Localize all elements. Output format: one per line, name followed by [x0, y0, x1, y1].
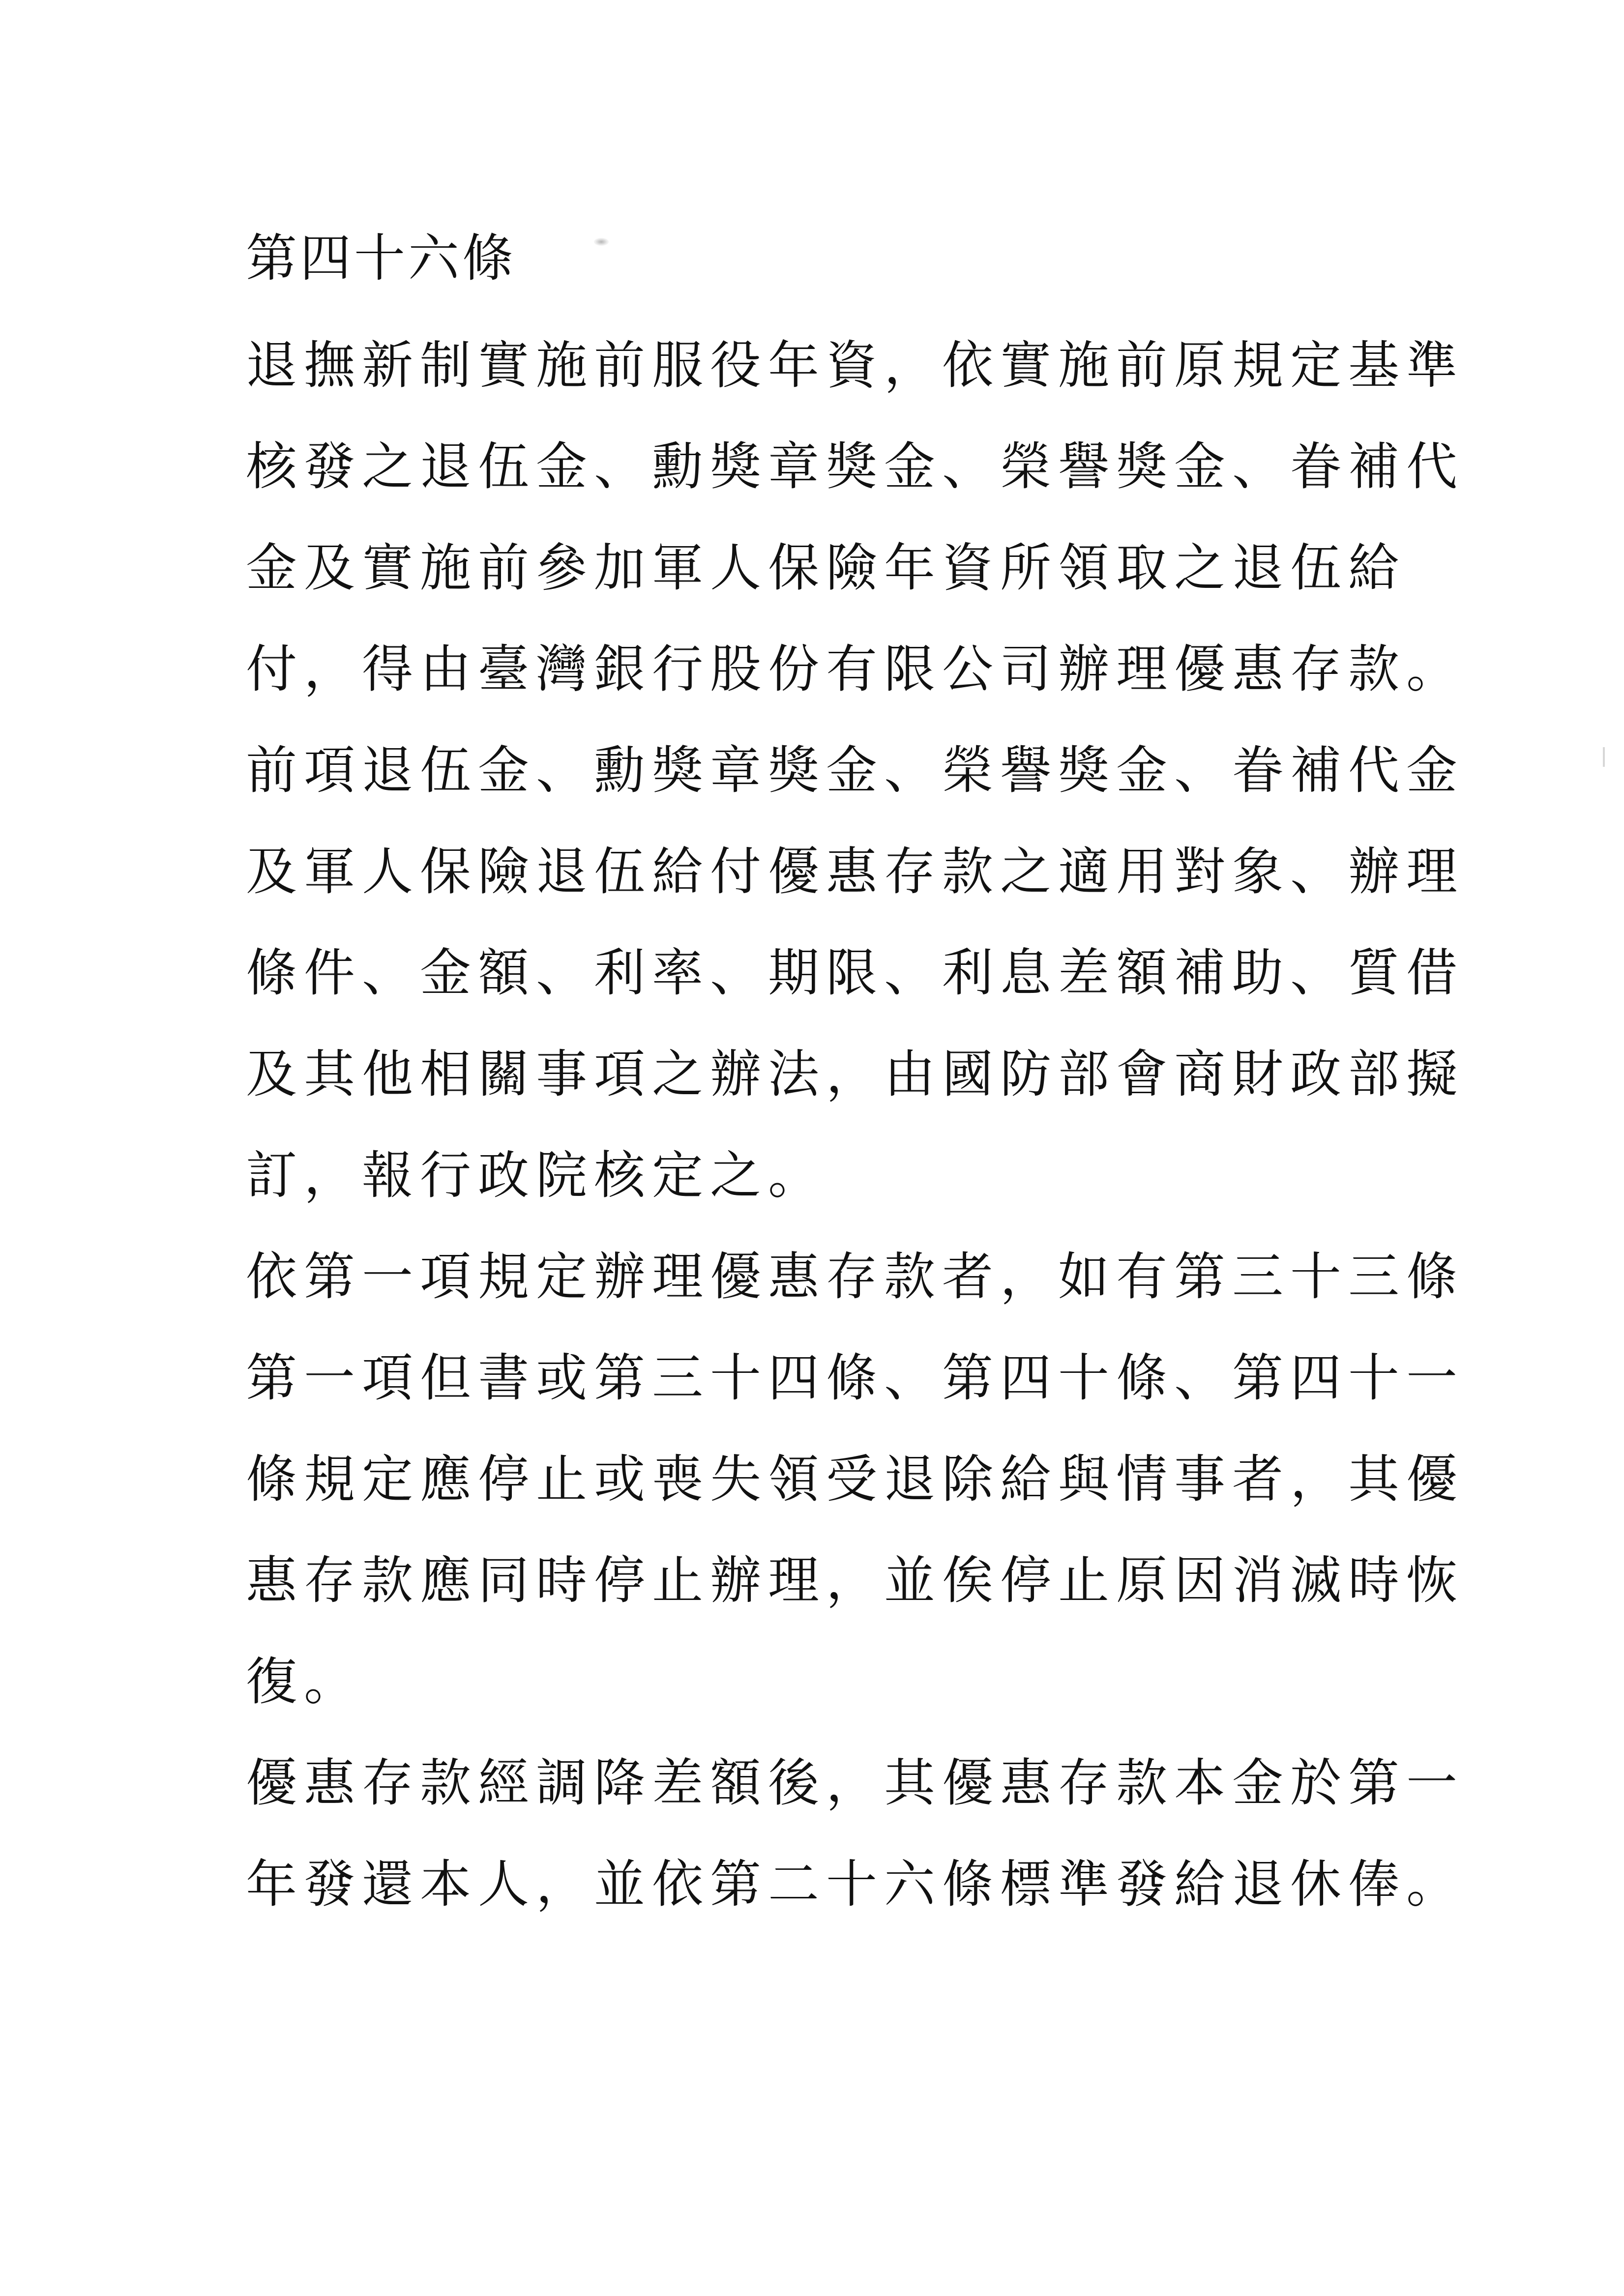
text-line: 惠存款應同時停止辦理，並俟停止原因消滅時恢: [246, 1550, 1465, 1610]
text-line: 年發還本人，並依第二十六條標準發給退休俸。: [246, 1854, 1465, 1914]
text-line: 第一項但書或第三十四條、第四十條、第四十一: [246, 1348, 1465, 1408]
text-line: 及其他相關事項之辦法，由國防部會商財政部擬: [246, 1044, 1465, 1104]
scan-edge-mark: [1603, 747, 1605, 767]
text-line: 金及實施前參加軍人保險年資所領取之退伍給: [246, 538, 1407, 598]
text-line: 退撫新制實施前服役年資，依實施前原規定基準: [246, 335, 1465, 395]
text-line: 優惠存款經調降差額後，其優惠存款本金於第一: [246, 1753, 1465, 1813]
text-line: 訂，報行政院核定之。: [246, 1145, 827, 1205]
text-line: 核發之退伍金、勳獎章獎金、榮譽獎金、眷補代: [246, 436, 1465, 496]
text-line: 條件、金額、利率、期限、利息差額補助、質借: [246, 943, 1465, 1003]
text-line: 復。: [246, 1652, 362, 1712]
text-line: 條規定應停止或喪失領受退除給與情事者，其優: [246, 1449, 1465, 1509]
article-title: 第四十六條: [246, 228, 517, 288]
text-line: 前項退伍金、勳獎章獎金、榮譽獎金、眷補代金: [246, 740, 1465, 800]
text-line: 及軍人保險退伍給付優惠存款之適用對象、辦理: [246, 842, 1465, 901]
text-line: 付，得由臺灣銀行股份有限公司辦理優惠存款。: [246, 639, 1465, 699]
article-body: [246, 221, 1465, 1935]
text-line: 依第一項規定辦理優惠存款者，如有第三十三條: [246, 1247, 1465, 1307]
